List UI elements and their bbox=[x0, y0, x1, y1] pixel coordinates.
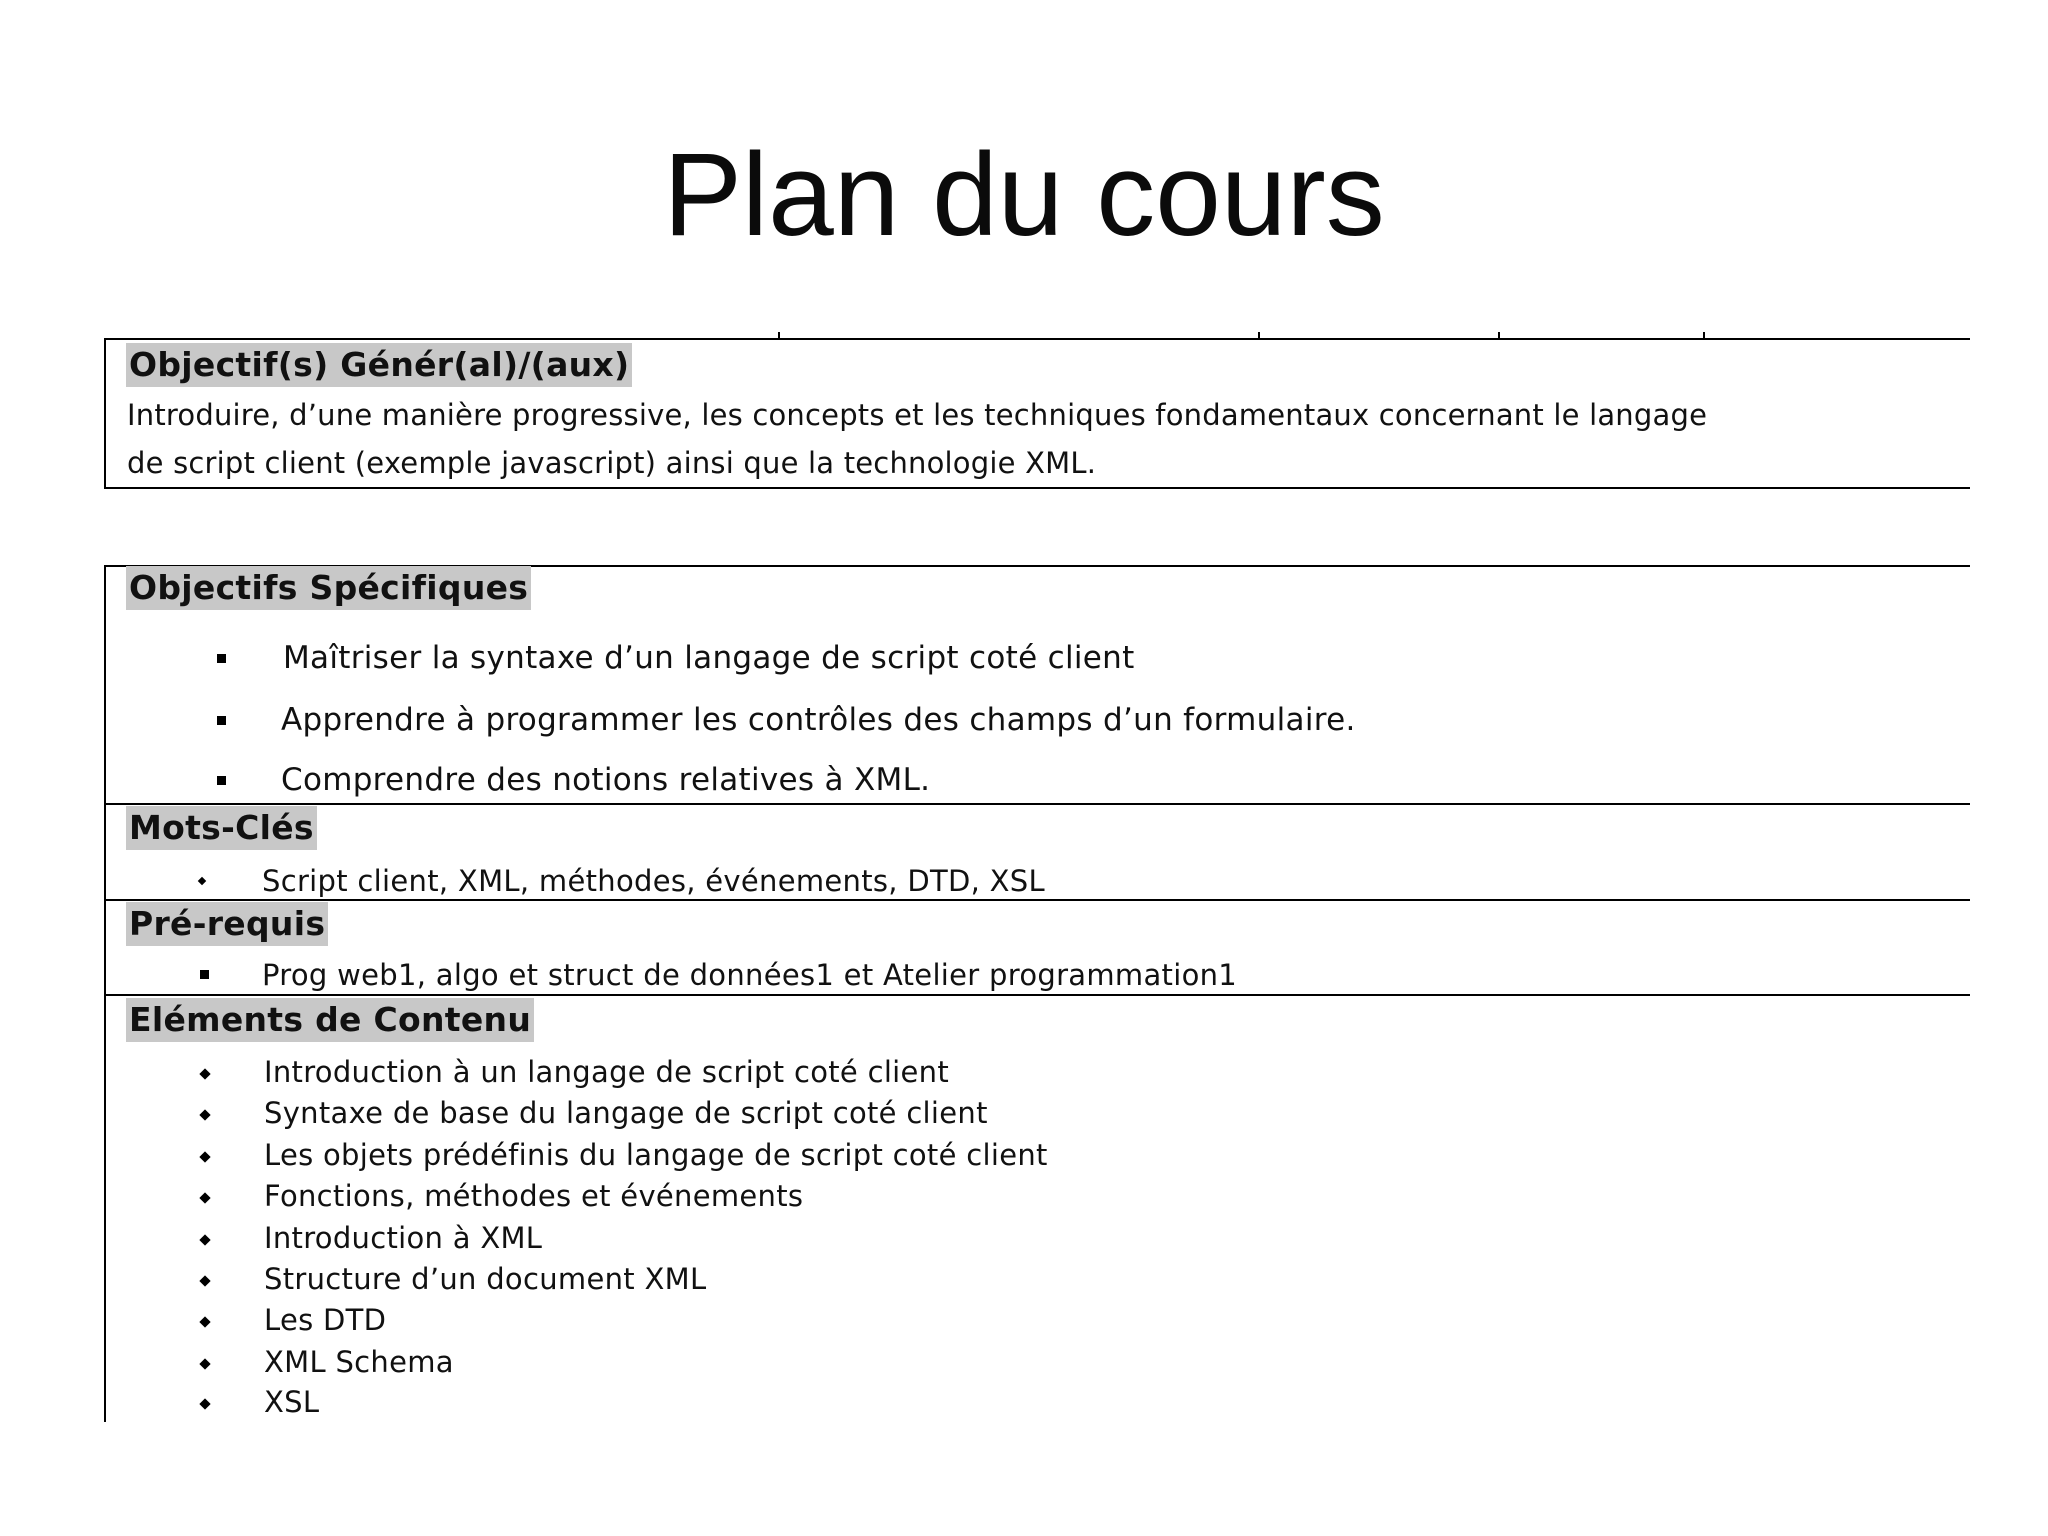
diamond-bullet-icon bbox=[199, 1109, 210, 1120]
column-tick bbox=[1703, 332, 1705, 339]
diamond-bullet-icon bbox=[199, 1234, 210, 1245]
diamond-bullet-icon bbox=[199, 1192, 210, 1203]
square-bullet-icon bbox=[217, 776, 226, 785]
square-bullet-icon bbox=[217, 716, 226, 725]
diamond-bullet-icon bbox=[199, 1358, 210, 1369]
keywords-heading: Mots-Clés bbox=[126, 806, 317, 850]
column-tick bbox=[1498, 332, 1500, 339]
table-left-border bbox=[104, 338, 106, 489]
column-tick bbox=[778, 332, 780, 339]
square-bullet-icon bbox=[200, 970, 209, 979]
specific-objective-item: Maîtriser la syntaxe d’un langage de script coté client bbox=[283, 640, 1135, 676]
content-element-item: Introduction à un langage de script coté client bbox=[264, 1055, 950, 1089]
diamond-bullet-icon bbox=[199, 1398, 210, 1409]
prerequisites-text: Prog web1, algo et struct de données1 et Atelier programmation1 bbox=[262, 958, 1238, 992]
specific-objectives-heading: Objectifs Spécifiques bbox=[126, 566, 531, 610]
content-element-item: Fonctions, méthodes et événements bbox=[264, 1179, 804, 1213]
diamond-bullet-icon bbox=[199, 1151, 210, 1162]
page-title: Plan du cours bbox=[663, 129, 1385, 261]
row-divider bbox=[104, 803, 1970, 805]
content-element-item: Syntaxe de base du langage de script coté client bbox=[264, 1096, 988, 1130]
content-element-item: Structure d’un document XML bbox=[264, 1262, 707, 1296]
prerequisites-heading: Pré-requis bbox=[126, 902, 328, 946]
square-bullet-icon bbox=[217, 654, 226, 663]
diamond-bullet-icon bbox=[199, 1316, 210, 1327]
content-element-item: XML Schema bbox=[264, 1345, 454, 1379]
general-objectives-line-1: Introduire, d’une manière progressive, les concepts et les techniques fondamentaux concernant le langage bbox=[127, 398, 1708, 432]
column-tick bbox=[1258, 332, 1260, 339]
diamond-bullet-icon bbox=[198, 877, 206, 885]
content-elements-heading: Eléments de Contenu bbox=[126, 998, 534, 1042]
row-divider bbox=[104, 994, 1970, 996]
general-objectives-line-2: de script client (exemple javascript) ainsi que la technologie XML. bbox=[127, 446, 1097, 480]
table-top-border bbox=[104, 338, 1970, 340]
content-element-item: XSL bbox=[264, 1385, 320, 1419]
keywords-text: Script client, XML, méthodes, événements, DTD, XSL bbox=[262, 864, 1045, 898]
specific-objective-item: Apprendre à programmer les contrôles des champs d’un formulaire. bbox=[281, 702, 1356, 738]
content-element-item: Les objets prédéfinis du langage de script coté client bbox=[264, 1138, 1048, 1172]
table-bottom-border bbox=[104, 487, 1970, 489]
specific-objective-item: Comprendre des notions relatives à XML. bbox=[281, 762, 931, 798]
diamond-bullet-icon bbox=[199, 1275, 210, 1286]
diamond-bullet-icon bbox=[199, 1068, 210, 1079]
content-element-item: Les DTD bbox=[264, 1303, 387, 1337]
content-element-item: Introduction à XML bbox=[264, 1221, 543, 1255]
general-objectives-heading: Objectif(s) Génér(al)/(aux) bbox=[126, 343, 632, 387]
